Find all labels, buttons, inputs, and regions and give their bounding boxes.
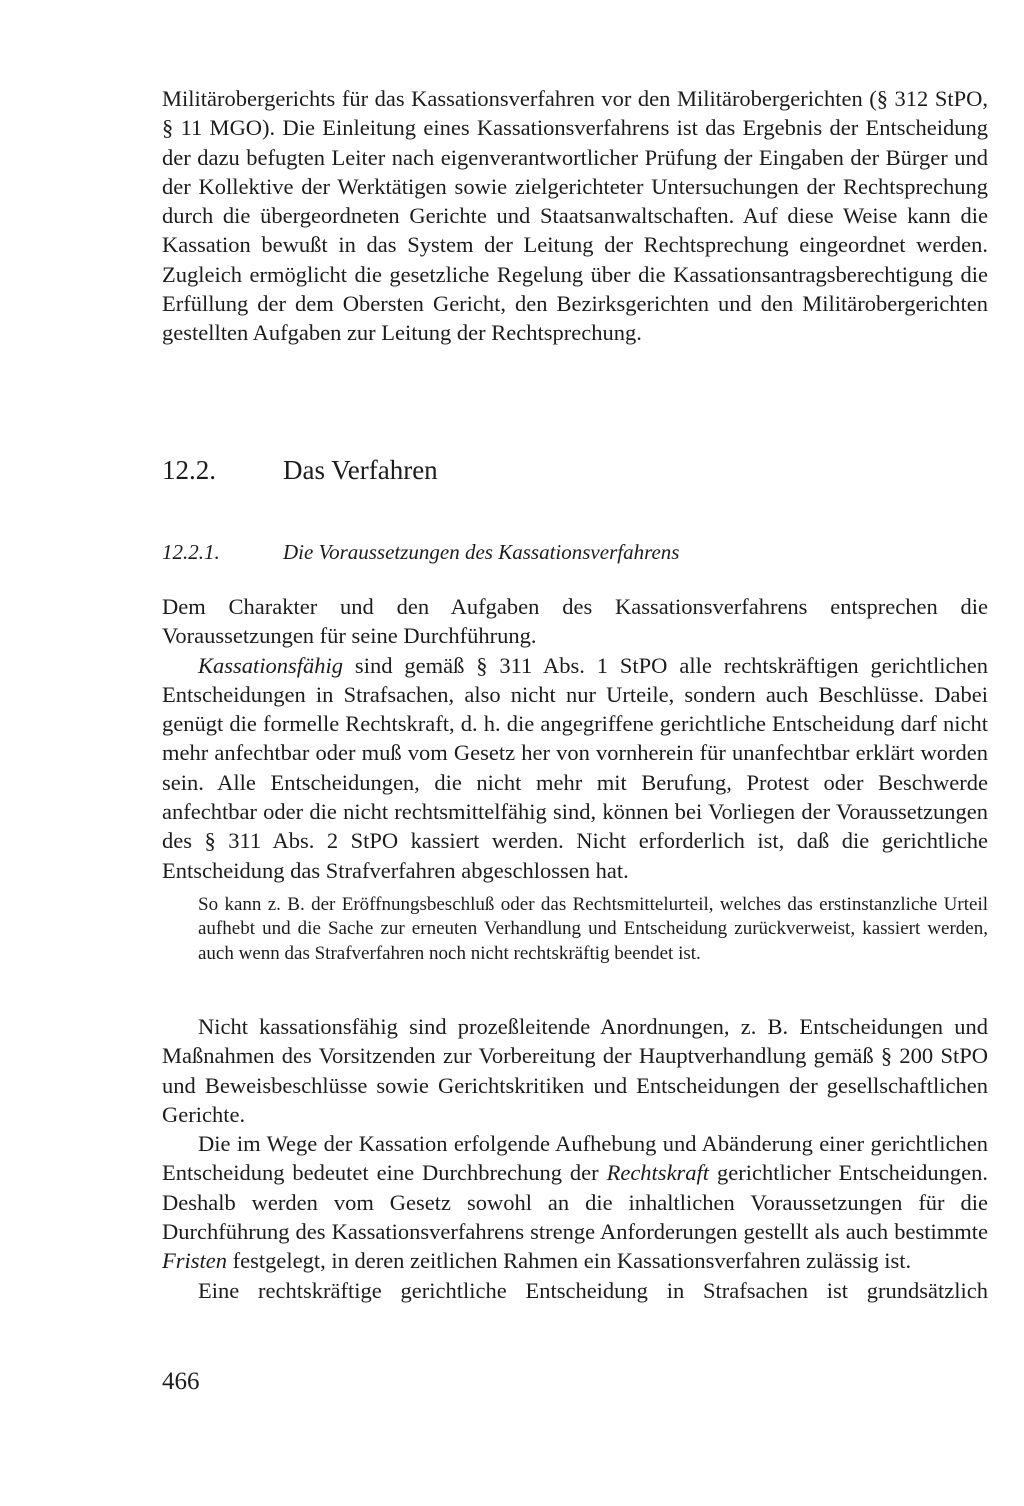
paragraph-3: Nicht kassationsfähig sind prozeßleitende Anordnungen, z. B. Entscheidungen und Maßnahmen des Vorsitzenden zur Vorbereitung der Hauptverhandlung gemäß § 200 StPO und Beweisbeschlüsse sowie Gerichtskritiken und Entscheidungen der gesellschaftlichen Gerichte.	[162, 1014, 988, 1127]
intro-text-block	[162, 84, 988, 348]
paragraph-2-text: sind gemäß § 311 Abs. 1 StPO alle rechtskräftigen gerichtlichen Entscheidungen in Strafsachen, also nicht nur Urteile, sondern auch Beschlüsse. Dabei genügt die formelle Rechtskraft, d. h. die angegriffene gerichtliche Entscheidung darf nicht mehr anfechtbar oder muß vom Gesetz her von vornherein für unanfechtbar erklärt worden sein. Alle Entscheidungen, die nicht mehr mit Berufung, Protest oder Beschwerde anfechtbar oder die nicht rechtsmittelfähig sind, können bei Vorliegen der Voraussetzungen des § 311 Abs. 2 StPO kassiert werden. Nicht erforderlich ist, daß die gerichtliche Entscheidung das Strafverfahren abgeschlossen hat.	[162, 652, 988, 883]
example-note: So kann z. B. der Eröffnungsbeschluß oder das Rechtsmittelurteil, welches das erstinstanzliche Urteil aufhebt und die Sache zur erneuten Verhandlung und Entscheidung zurückverweist, kassiert werden, auch wenn das Strafverfahren noch nicht rechtskräftig beendet ist.	[198, 893, 988, 964]
section-title: Das Verfahren	[283, 455, 438, 485]
subsection-heading	[162, 540, 679, 565]
section-number: 12.2.	[162, 455, 216, 485]
subsection-body	[162, 592, 988, 972]
emphasis-kassationsfaehig: Kassationsfähig	[198, 652, 344, 678]
paragraph-4-part-2: gerichtlicher Entscheidungen. Deshalb werden vom Gesetz sowohl an die inhaltlichen Voraussetzungen für die Durchführung des Kassationsverfahrens strenge Anforderungen gestellt als auch bestimmte	[162, 1160, 988, 1245]
paragraph-4-part-1: Die im Wege der Kassation erfolgende Aufhebung und Abänderung einer gerichtlichen Entscheidung bedeutet eine Durchbrechung der	[162, 1131, 988, 1186]
emphasis-fristen: Fristen	[162, 1248, 227, 1274]
paragraph-5: Eine rechtskräftige gerichtliche Entscheidung in Strafsachen ist grundsätzlich	[198, 1277, 988, 1303]
intro-paragraph: Militärobergerichts für das Kassationsverfahren vor den Militärobergerichten (§ 312 StPO, § 11 MGO). Die Einleitung eines Kassationsverfahrens ist das Ergebnis der Entscheidung der dazu befugten Leiter nach eigenverantwortlicher Prüfung der Eingaben der Bürger und der Kollektive der Werktätigen sowie zielgerichteter Untersuchungen der Rechtsprechung durch die übergeordneten Gerichte und Staatsanwaltschaften. Auf diese Weise kann die Kassation bewußt in das System der Leitung der Rechtsprechung eingeordnet werden. Zugleich ermöglicht die gesetzliche Regelung über die Kassationsantragsberechtigung die Erfüllung der dem Obersten Gericht, den Bezirksgerichten und den Militärobergerichten gestellten Aufgaben zur Leitung der Rechtsprechung.	[162, 86, 988, 346]
continuation-body	[162, 1012, 988, 1305]
section-heading	[162, 455, 438, 486]
paragraph-1: Dem Charakter und den Aufgaben des Kassationsverfahrens entsprechen die Voraussetzungen für seine Durchführung.	[162, 594, 988, 649]
paragraph-2	[162, 651, 988, 885]
subsection-title: Die Voraussetzungen des Kassationsverfahrens	[283, 540, 680, 564]
paragraph-4-part-3: festgelegt, in deren zeitlichen Rahmen ein Kassationsverfahren zulässig ist.	[227, 1248, 912, 1274]
paragraph-4	[162, 1129, 988, 1275]
subsection-number: 12.2.1.	[162, 540, 220, 564]
emphasis-rechtskraft: Rechtskraft	[606, 1160, 710, 1186]
page-number: 466	[162, 1368, 200, 1395]
